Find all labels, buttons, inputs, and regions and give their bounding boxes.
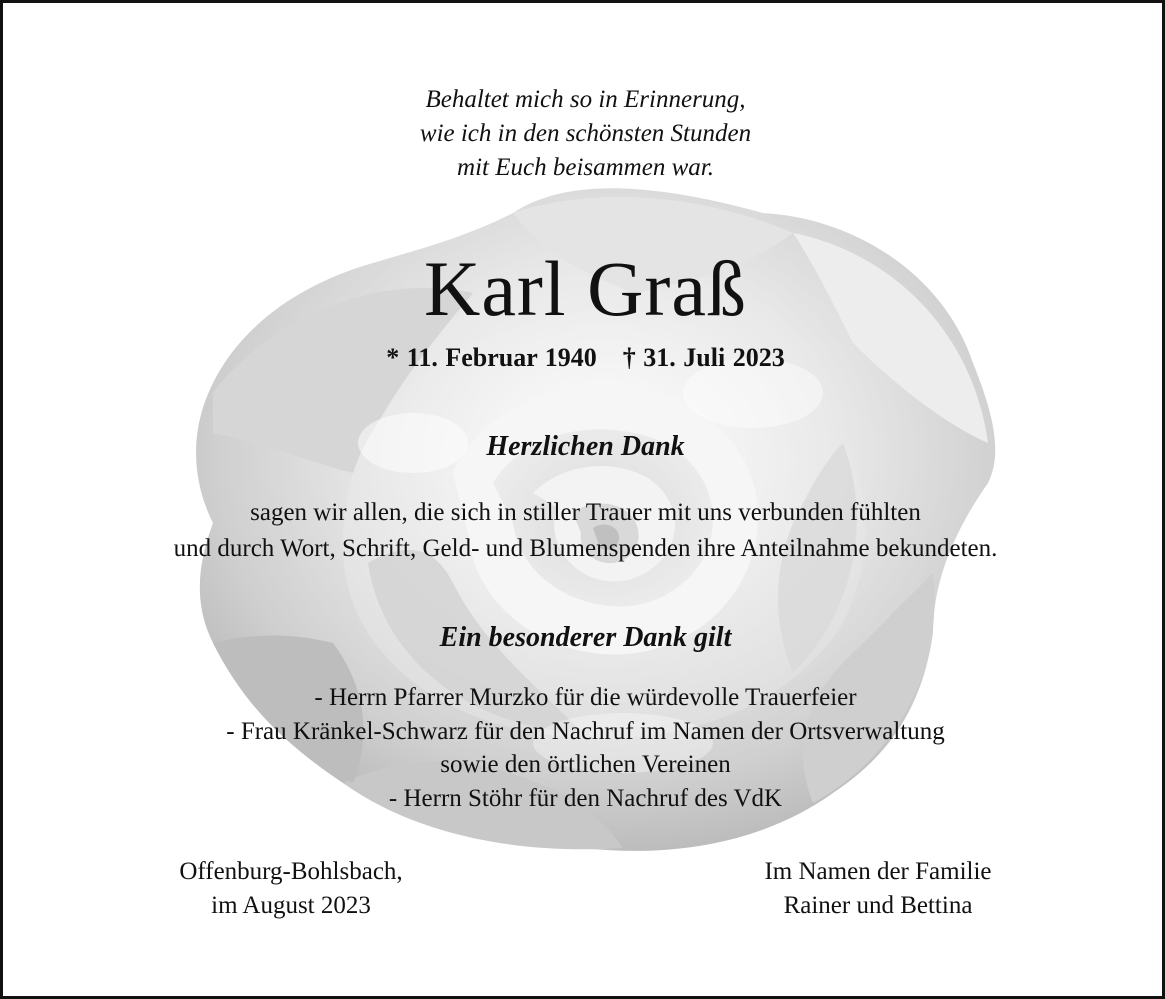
motto-verse <box>3 83 1165 185</box>
thanks-line: und durch Wort, Schrift, Geld- und Blumenspenden ihre Anteilnahme bekundeten. <box>173 535 998 562</box>
special-thanks-line: - Herrn Stöhr für den Nachruf des VdK <box>388 784 783 812</box>
special-thanks-line: - Frau Kränkel-Schwarz für den Nachruf im Namen der Ortsverwaltung <box>226 717 945 745</box>
place-line: Offenburg-Bohlsbach, <box>179 858 403 885</box>
motto-line: mit Euch beisammen war. <box>457 154 714 181</box>
thanks-heading: Herzlichen Dank <box>486 431 685 462</box>
signature-names: Rainer und Bettina <box>783 892 973 919</box>
special-thanks-list <box>3 681 1165 815</box>
thanks-line: sagen wir allen, die sich in stiller Trauer mit uns verbunden fühlten <box>250 499 921 526</box>
signature-line: Im Namen der Familie <box>764 858 992 885</box>
life-dates <box>3 340 1165 376</box>
motto-line: wie ich in den schönsten Stunden <box>419 120 752 147</box>
special-thanks-heading: Ein besonderer Dank gilt <box>439 622 732 653</box>
date-line: im August 2023 <box>211 892 371 919</box>
special-thanks-line: sowie den örtlichen Vereinen <box>440 751 731 778</box>
special-thanks-line: - Herrn Pfarrer Murzko für die würdevolle Trauerfeier <box>314 684 857 711</box>
family-signature <box>678 855 1078 923</box>
death-date: † 31. Juli 2023 <box>622 343 785 372</box>
deceased-name: Karl Graß <box>423 245 748 332</box>
motto-line: Behaltet mich so in Erinnerung, <box>425 86 746 113</box>
birth-date: * 11. Februar 1940 <box>386 343 597 372</box>
thanks-text <box>3 495 1165 567</box>
place-and-date <box>91 855 491 923</box>
